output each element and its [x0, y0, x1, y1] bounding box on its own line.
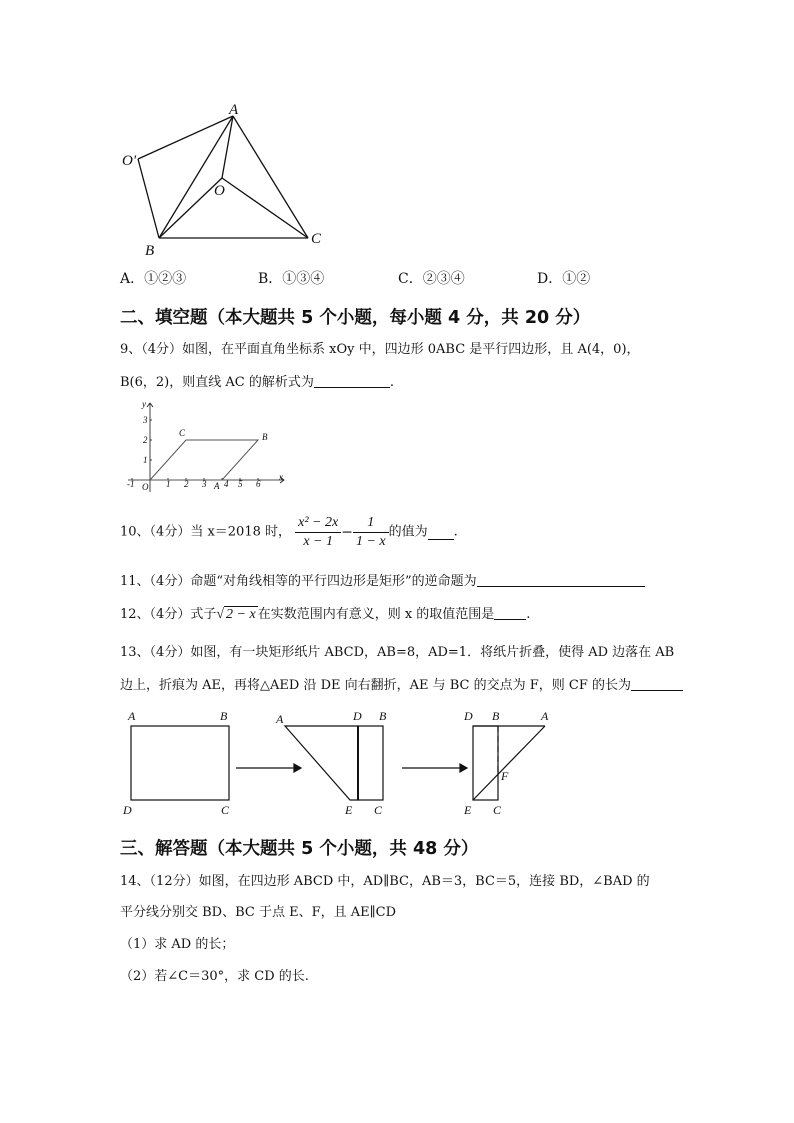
- q10-fraction-1: [295, 514, 341, 551]
- section-2-title: 二、填空题（本大题共 5 个小题，每小题 4 分，共 20 分）: [120, 308, 591, 328]
- q12-end: .: [526, 607, 531, 622]
- q9-answer-blank[interactable]: [314, 373, 390, 388]
- q14-line2: 平分线分别交 BD、BC 于点 E、F，且 AE∥CD: [120, 905, 397, 920]
- fig3-label-A: A: [541, 709, 549, 723]
- point-C-label: C: [179, 428, 186, 438]
- q9-line2-text: B(6，2)，则直线 AC 的解析式为: [120, 375, 314, 390]
- q12-text: 12、（4分）式子: [120, 607, 217, 622]
- fig3-label-D: D: [464, 709, 473, 723]
- fig3-label-E: E: [464, 803, 472, 817]
- q14-line1: 14、（12分）如图，在四边形 ABCD 中，AD∥BC，AB＝3，BC＝5，连接 BD，∠BAD 的: [120, 874, 650, 889]
- q12: [120, 605, 530, 624]
- q12-post: 在实数范围内有意义，则 x 的取值范围是: [257, 607, 495, 622]
- q10-end: .: [453, 524, 458, 540]
- x-tick-3: 3: [202, 479, 207, 489]
- q14-sub2: （2）若∠C＝30°，求 CD 的长.: [120, 969, 309, 984]
- x-tick-4: 4: [224, 479, 229, 489]
- label-C: C: [311, 231, 322, 247]
- point-B-label: B: [262, 432, 268, 442]
- label-B: B: [145, 243, 155, 258]
- choice-b[interactable]: B．①③④: [258, 271, 325, 287]
- q13-line2: [120, 676, 683, 695]
- fig1-label-C: C: [221, 803, 230, 817]
- label-A: A: [229, 102, 239, 118]
- x-tick-neg1: -1: [127, 479, 135, 489]
- q10-frac2-numerator: 1: [353, 514, 389, 533]
- y-tick-1: 1: [143, 455, 148, 465]
- fig2-label-D: D: [353, 709, 362, 723]
- point-A-label: A: [214, 481, 220, 491]
- q13-line1: 13、（4分）如图，有一块矩形纸片 ABCD，AB=8，AD=1．将纸片折叠，使得 AD 边落在 AB: [120, 645, 675, 660]
- section-3-title: 三、解答题（本大题共 5 个小题，共 48 分）: [120, 839, 479, 859]
- q9-line2-end: .: [389, 375, 394, 390]
- fig1-label-B: B: [220, 709, 228, 723]
- label-O: O: [214, 183, 225, 199]
- origin-label: O: [142, 482, 149, 492]
- fig3-label-F: F: [501, 769, 509, 783]
- fig3-label-B: B: [492, 709, 500, 723]
- q13-answer-blank[interactable]: [631, 676, 683, 691]
- q12-radicand: 2 − x: [226, 607, 256, 622]
- fig1-label-D: D: [123, 803, 132, 817]
- q12-answer-blank[interactable]: [494, 605, 526, 620]
- fig2-label-E: E: [345, 803, 353, 817]
- q9-line2: [120, 373, 394, 392]
- fig2-label-A: A: [276, 712, 284, 726]
- choice-d[interactable]: D．①②: [537, 271, 591, 287]
- y-tick-3: 3: [143, 415, 148, 425]
- fig1-label-A: A: [128, 709, 136, 723]
- quadrilateral-figure: [118, 98, 338, 258]
- choice-c[interactable]: C．②③④: [398, 271, 465, 287]
- q11-text: 11、（4分）命题“对角线相等的平行四边形是矩形”的逆命题为: [120, 574, 477, 589]
- q10-answer-blank[interactable]: [428, 525, 454, 540]
- fig2-label-B: B: [379, 709, 387, 723]
- q13-folding-figures: [118, 706, 578, 820]
- q10-text: 10、（4分）当 x＝2018 时，: [120, 524, 291, 540]
- q9-line1: 9、（4分）如图，在平面直角坐标系 xOy 中，四边形 0ABC 是平行四边形，且 A(4，0)，: [120, 342, 640, 357]
- q14-sub1: （1）求 AD 的长；: [120, 937, 235, 952]
- q10-frac2-denominator: 1 − x: [355, 534, 386, 549]
- q11: [120, 572, 645, 591]
- x-tick-6: 6: [256, 479, 261, 489]
- fig3-label-C: C: [493, 803, 502, 817]
- choice-a[interactable]: A．①②③: [120, 271, 187, 287]
- q9-coordinate-graph: [124, 398, 294, 494]
- q12-sqrt: √ 2 − x: [216, 607, 256, 622]
- q11-answer-blank[interactable]: [477, 572, 645, 587]
- q10-post: 的值为: [388, 524, 428, 540]
- x-tick-5: 5: [238, 479, 243, 489]
- axis-y-label: y: [142, 399, 146, 409]
- label-O-prime: O′: [122, 153, 137, 169]
- x-tick-2: 2: [184, 479, 189, 489]
- x-tick-1: 1: [166, 479, 171, 489]
- fig2-label-C: C: [374, 803, 383, 817]
- q13-line2-text: 边上，折痕为 AE，再将△AED 沿 DE 向右翻折，AE 与 BC 的交点为 F，则 CF 的长为: [120, 678, 632, 693]
- axis-x-label: x: [279, 472, 283, 482]
- q10-minus: −: [341, 524, 353, 541]
- q10-fraction-2: [353, 514, 389, 551]
- q10: [120, 514, 458, 551]
- q10-frac1-numerator: x² − 2x: [295, 514, 341, 533]
- q10-frac1-denominator: x − 1: [303, 534, 334, 549]
- y-tick-2: 2: [143, 435, 148, 445]
